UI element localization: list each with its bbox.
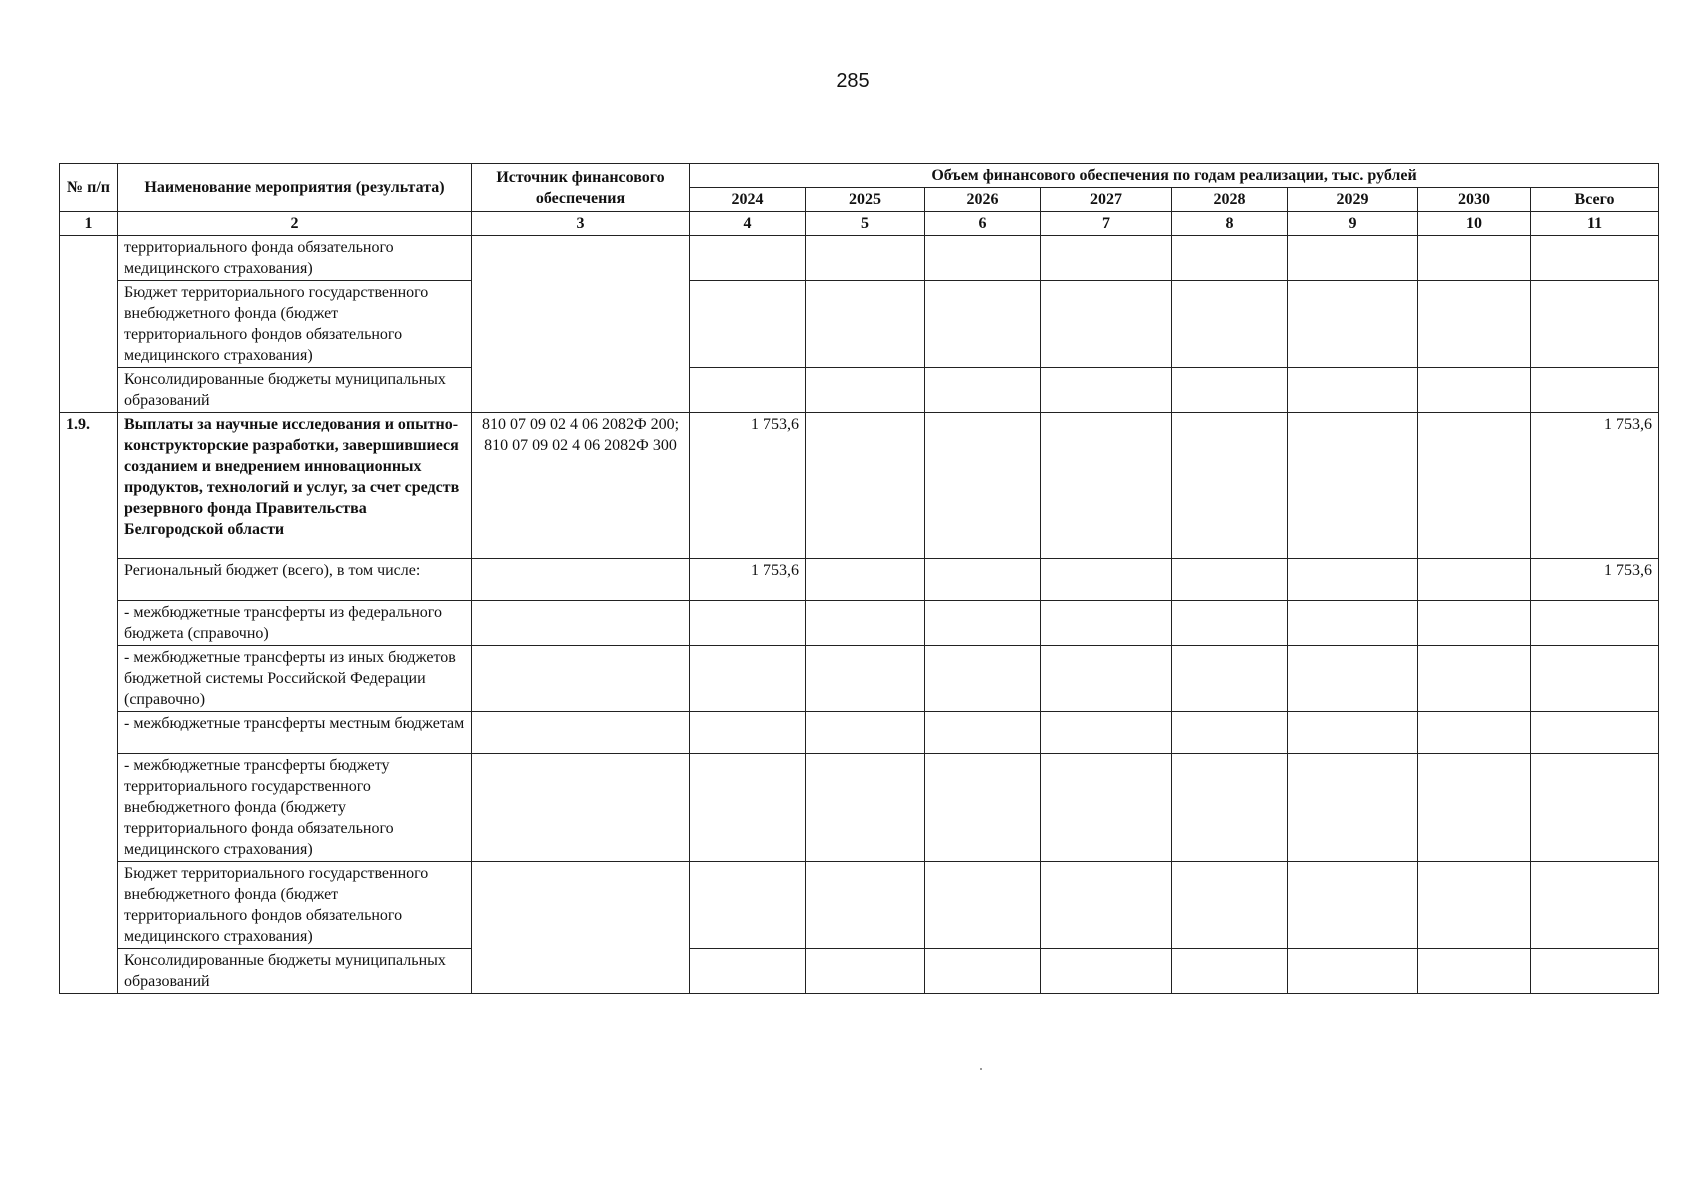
value-cell [1288,559,1418,601]
budget-table [59,163,1659,994]
column-number: 11 [1531,212,1659,236]
header-source: Источник финансового обеспечения [472,164,690,212]
table-row [60,601,1659,646]
header-row-1 [60,164,1659,188]
column-number: 9 [1288,212,1418,236]
item-title: Выплаты за научные исследования и опытно-конструкторские разработки, завершившиеся созданием и внедрением инновационных продуктов, технологий и услуг, за счет средств резервного фонда Правительства Белгородской области [118,413,472,559]
table-row [60,754,1659,862]
empty-source-cell [472,862,690,994]
column-number: 7 [1041,212,1172,236]
table-row [60,949,1659,994]
page-number: 285 [836,70,870,92]
column-number: 2 [118,212,472,236]
table-row [60,559,1659,601]
value-cell [1418,413,1531,559]
column-number: 4 [690,212,806,236]
row-name: территориального фонда обязательного медицинского страхования) [118,236,472,281]
value-cell: 1 753,6 [690,413,806,559]
header-year: 2027 [1041,188,1172,212]
table-row [60,646,1659,712]
row-name: Бюджет территориального государственного внебюджетного фонда (бюджет территориального фондов обязательного медицинского страхования) [118,862,472,949]
column-number-row [60,212,1659,236]
header-volume: Объем финансового обеспечения по годам реализации, тыс. рублей [690,164,1659,188]
total-cell: 1 753,6 [1531,413,1659,559]
item-source: 810 07 09 02 4 06 2082Ф 200; 810 07 09 02 4 06 2082Ф 300 [472,413,690,559]
column-number: 6 [925,212,1041,236]
empty-source-cell [472,559,690,601]
column-number: 8 [1172,212,1288,236]
item-number: 1.9. [60,413,118,994]
row-name: - межбюджетные трансферты из федерального бюджета (справочно) [118,601,472,646]
row-name: Региональный бюджет (всего), в том числе: [118,559,472,601]
header-year: 2030 [1418,188,1531,212]
column-number: 1 [60,212,118,236]
scan-speck [980,1068,982,1070]
row-name: - межбюджетные трансферты из иных бюджетов бюджетной системы Российской Федерации (справочно) [118,646,472,712]
header-number: № п/п [60,164,118,212]
column-number: 5 [806,212,925,236]
value-cell [1418,559,1531,601]
value-cell [806,559,925,601]
value-cell [925,413,1041,559]
value-cell [925,559,1041,601]
header-year: 2026 [925,188,1041,212]
header-year: 2028 [1172,188,1288,212]
column-number: 10 [1418,212,1531,236]
value-cell: 1 753,6 [690,559,806,601]
value-cell [1041,413,1172,559]
total-cell: 1 753,6 [1531,559,1659,601]
row-name: - межбюджетные трансферты местным бюджетам [118,712,472,754]
table-row [60,862,1659,949]
row-name: Консолидированные бюджеты муниципальных образований [118,368,472,413]
empty-source-cell [472,236,690,413]
value-cell [1041,559,1172,601]
value-cell [1172,413,1288,559]
value-cell [806,413,925,559]
value-cell [1172,559,1288,601]
row-name: Консолидированные бюджеты муниципальных образований [118,949,472,994]
column-number: 3 [472,212,690,236]
row-name: Бюджет территориального государственного внебюджетного фонда (бюджет территориального фондов обязательного медицинского страхования) [118,281,472,368]
table-row [60,281,1659,368]
header-year: 2025 [806,188,925,212]
item-row [60,413,1659,559]
empty-number-cell [60,236,118,413]
value-cell [1288,413,1418,559]
header-name: Наименование мероприятия (результата) [118,164,472,212]
table-row [60,368,1659,413]
header-total: Всего [1531,188,1659,212]
table-row [60,236,1659,281]
row-name: - межбюджетные трансферты бюджету территориального государственного внебюджетного фонда (бюджету территориального фонда обязательного медицинского страхования) [118,754,472,862]
header-year: 2029 [1288,188,1418,212]
table-row [60,712,1659,754]
header-year: 2024 [690,188,806,212]
